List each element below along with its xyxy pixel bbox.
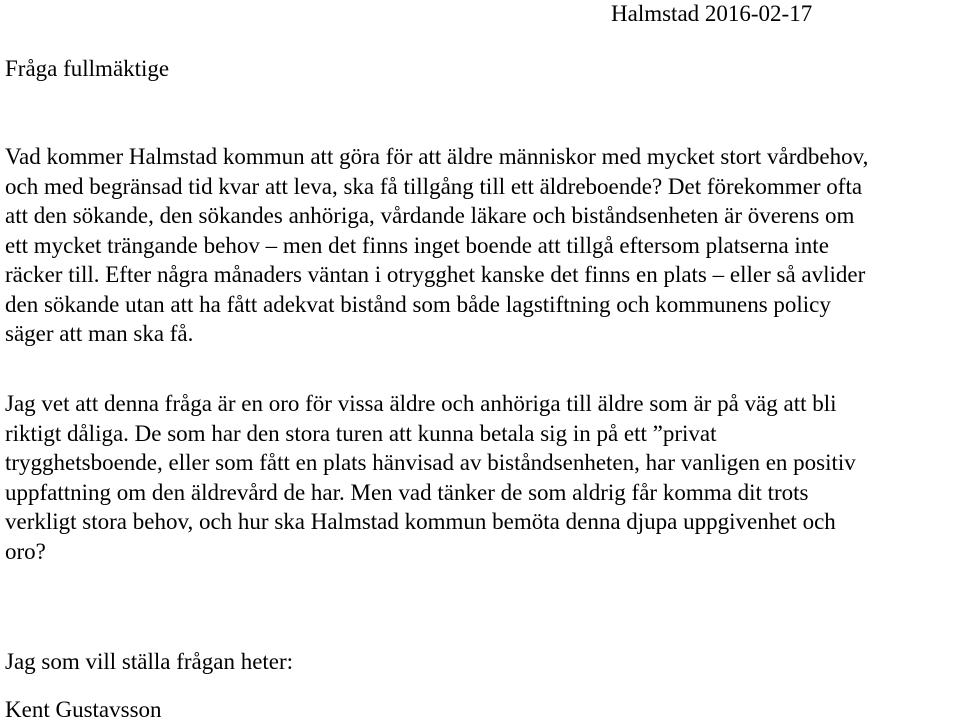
paragraph-line: den sökande utan att ha fått adekvat bistånd som både lagstiftning och kommunens policy: [5, 291, 831, 317]
paragraph-line: att den sökande, den sökandes anhöriga, vårdande läkare och biståndsenheten är överens om: [5, 203, 855, 228]
paragraph-line: oro?: [5, 538, 46, 564]
document-date: Halmstad 2016-02-17: [611, 1, 813, 26]
paragraph-line: trygghetsboende, eller som fått en plats hänvisad av biståndsenheten, har vanligen en positiv: [5, 450, 856, 475]
signature-label: Jag som vill ställa frågan heter:: [5, 649, 294, 674]
paragraph-question: [5, 142, 955, 349]
signature-name: Kent Gustavsson: [5, 697, 162, 722]
paragraph-concern: [5, 389, 955, 566]
paragraph-line: räcker till. Efter några månaders väntan i otrygghet kanske det finns en plats – eller så avlider: [5, 262, 866, 287]
paragraph-line: uppfattning om den äldrevård de har. Men vad tänker de som aldrig får komma dit trots: [5, 479, 809, 505]
paragraph-line: verkligt stora behov, och hur ska Halmstad kommun bemöta denna djupa uppgivenhet och: [5, 509, 836, 534]
paragraph-line: säger att man ska få.: [5, 321, 194, 346]
paragraph-line: riktigt dåliga. De som har den stora turen att kunna betala sig in på ett ”privat: [5, 420, 717, 446]
paragraph-line: Jag vet att denna fråga är en oro för vissa äldre och anhöriga till äldre som är på väg att bli: [5, 391, 837, 416]
document-title: Fråga fullmäktige: [5, 56, 170, 81]
paragraph-line: ett mycket trängande behov – men det finns inget boende att tillgå eftersom platserna inte: [5, 232, 829, 258]
paragraph-line: och med begränsad tid kvar att leva, ska få tillgång till ett äldreboende? Det förekommer ofta: [5, 173, 863, 199]
paragraph-line: Vad kommer Halmstad kommun att göra för att äldre människor med mycket stort vårdbehov,: [5, 144, 869, 169]
